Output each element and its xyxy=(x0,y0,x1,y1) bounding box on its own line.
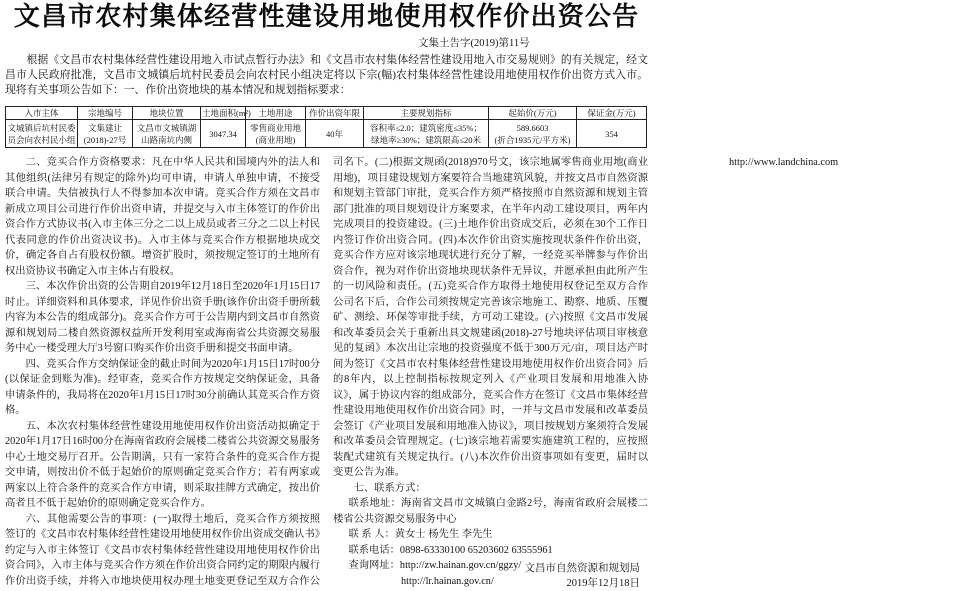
cell-area xyxy=(201,120,246,148)
section-2-eligibility: 二、竞买合作方资格要求：凡在中华人民共和国境内外的法人和其他组织(法律另有规定的除外)均可申请，申请人单独申请，不接受联合申请。失信被执行人不得参加本次申请。竞买合作方须在文昌市新成立项目公司进行作价出资申请，并提交与入市主体签订的作价出资合作方式协议书(入市主体三分之二以上成员或者三分之二以上村民代表同意的作价出资决议书)。入市主体与竞买合作方根据地块成交价，确定各自占有股权份额。增资扩股时，须按规定签订的土地所有权出资协议书确定入市主体占有股权。 xyxy=(5,157,320,277)
issue-date: 2019年12月18日 xyxy=(566,578,640,589)
header-deposit: 保证金(万元) xyxy=(577,107,647,120)
parcel-info-table xyxy=(5,106,647,148)
cell-parcel-number xyxy=(78,120,133,148)
section-3-notice-period: 三、本次作价出资的公告期自2019年12月18日至2020年1月15日17时止。详细资料和具体要求，详见作价出资手册(该作价出资手册所载内容为本公告的组成部分)。竞买合作方可于公告期内到文昌市自然资源和规划局二楼自然资源权益所开发利用室或海南省公共资源交易服务中心一楼受理大厅3号窗口购买作价出资手册和提交书面申请。 xyxy=(5,281,320,354)
cell-start-price xyxy=(489,120,577,148)
contact-person: 联 系 人：黄女士 杨先生 李先生 xyxy=(348,529,493,540)
cell-line: 354 xyxy=(605,128,618,139)
section-6-other-matters: 六、其他需要公告的事项：(一)取得土地后，竞买合作方须按照签订的《文昌市农村集体经营性建设用地使用权作价出资成交确认书》约定与入市主体签订《文昌市农村集体经营性建设用地使用权作价出资合同》，入市主体与竞买合作方须在作价出资合同约定的期限内履行作价出资手续，并将入市地块使用权办理土地变更登记至双方合作公司名下。(二)根据文规函(2018)970号文，该宗地属零售商业用地(商业用地)，项目建设规划方案要符合当地建筑风貌，并按文昌市自然资源和规划主管部门审批，竞买合作方须严格按照市自然资源和规划主管部门批准的项目规划设计方案要求，在半年内动工建设项目，两年内完成项目的投资建设。(三)土地作价出资成交后，必须在30个工作日内签订作价出资合同。(四)本次作价出资实施按现状条件作价出资，竞买合作方应对该宗地现状进行充分了解，一经竞买举牌参与作价出资合作，视为对作价出资地块现状条件无异议，并愿承担由此所产生的一切风险和责任。(五)竞买合作方取得土地使用权登记至双方合作公司名下后，合作公司须按规定完善该宗地施工、勘察、地质、压覆矿、测绘、环保等审批手续，方可动工建设。(六)按照《文昌市发展和改革委员会关于重新出具文规建函(2018)-27号地块评估项目审核意见的复函》本次出让宗地的投资强度不低于300万元/亩，项目达产时间为签订《文昌市农村集体经营性建设用地使用权作价出资合同》后的8年内，以上控制指标按规定列入《产业项目发展和用地准入协议》，属于协议内容的组成部分，竞买合作方在签订《文昌市集体经营性建设用地使用权作价出资合同》时，一并与文昌市发展和改革委员会签订《产业项目发展和用地准入协议》，项目按规划方案须符合发展和改革委员会管理规定。(七)该宗地若需要实施建筑工程的，应按照装配式建筑有关规定执行。(八)本次作价出资事项如有变更，届时以变更公告为准。 xyxy=(5,157,648,587)
header-planning: 主要规划指标 xyxy=(364,107,489,120)
cell-line: 3047.34 xyxy=(209,128,237,139)
cell-line: 容积率≤2.0；建筑密度≤35%； xyxy=(369,122,483,133)
contact-phone: 联系电话：0898-63330100 65203602 63555961 xyxy=(348,544,553,556)
cell-line: 40年 xyxy=(325,128,343,139)
header-parcel-number: 宗地编号 xyxy=(78,107,133,120)
issuing-authority: 文昌市自然资源和规划局 xyxy=(524,563,640,574)
cell-line: (折合1935元/平方米) xyxy=(494,134,571,145)
cell-line: 文昌市文城镇湖 xyxy=(136,122,197,133)
cell-planning xyxy=(364,120,489,148)
document-number: 文集土告字(2019)第11号 xyxy=(418,38,530,49)
announcement-title: 文昌市农村集体经营性建设用地使用权作价出资公告 xyxy=(13,2,640,32)
section-4-deposit: 四、竞买合作方交纳保证金的截止时间为2020年1月15日17时00分(以保证金到账为准)。经审查，竞买合作方按规定交纳保证金，具备申请条件的，我局将在2020年1月15日17时30分前确认其竞买合作方资格。 xyxy=(5,358,320,416)
signature-block xyxy=(525,561,641,591)
query-label: 查询网址： xyxy=(348,560,400,571)
cell-land-use xyxy=(246,120,306,148)
header-entity: 入市主体 xyxy=(6,107,78,120)
header-land-use: 土地用途 xyxy=(246,107,306,120)
cell-term xyxy=(306,120,364,148)
cell-line: 绿地率≥30%；建筑限高≤20米 xyxy=(371,134,481,145)
cell-line: 山路南坑内侧 xyxy=(140,134,192,145)
cell-line: (2018)-27号 xyxy=(83,134,127,145)
cell-line: 零售商业用地 xyxy=(249,122,301,133)
intro-paragraph: 根据《文昌市农村集体经营性建设用地入市试点暂行办法》和《文昌市农村集体经营性建设用地入市交易规则》的有关规定，经文昌市人民政府批准，文昌市文城镇后坑村民委员会向农村民小组决定将以下宗(幅)农村集体经营性建设用地使用权作价出资方式入市。现将有关事项公告如下：一、作价出资地块的基本情况和规划指标要求： xyxy=(5,54,648,96)
contact-address: 联系地址：海南省文昌市文城镇白金路2号，海南省政府会展楼二楼省公共资源交易服务中心 xyxy=(333,498,648,525)
table-header-row xyxy=(6,107,647,120)
cell-line: (商业用地) xyxy=(255,134,296,145)
query-url-2: http://lr.hainan.gov.cn/ xyxy=(400,575,494,587)
cell-line: 589.6603 xyxy=(516,122,549,133)
query-url-3: http://www.landchina.com xyxy=(728,157,839,168)
header-area: 土地面积(m²) xyxy=(202,108,251,118)
cell-deposit xyxy=(577,120,647,148)
header-location: 地块位置 xyxy=(133,107,201,120)
contact-heading: 七、联系方式： xyxy=(353,482,426,494)
cell-location xyxy=(133,120,201,148)
cell-entity xyxy=(6,120,78,148)
body-columns xyxy=(5,155,839,591)
header-term: 作价出资年限 xyxy=(306,107,364,120)
cell-line: 员会向农村民小组 xyxy=(7,134,76,145)
section-5-event: 五、本次农村集体经营性建设用地使用权作价出资活动拟确定于2020年1月17日16时00分在海南省政府会展楼二楼省公共资源交易服务中心土地交易厅召开。公告期满，只有一家符合条件的竞买合作方提交申请，则按出价不低于起始价的原则确定竞买合作方；若有两家或两家以上符合条件的竞买合作方申请，则采取挂牌方式确定，按出价高者且不低于起始价的原则确定竞买合作方。 xyxy=(5,420,320,509)
cell-line: 文城镇后坑村民委 xyxy=(7,122,76,133)
header-start-price: 起始价(万元) xyxy=(489,107,577,120)
query-url: http://zw.hainan.gov.cn/ggzy/ xyxy=(399,560,522,571)
cell-line: 文集建让 xyxy=(87,122,122,133)
table-row xyxy=(6,120,647,148)
